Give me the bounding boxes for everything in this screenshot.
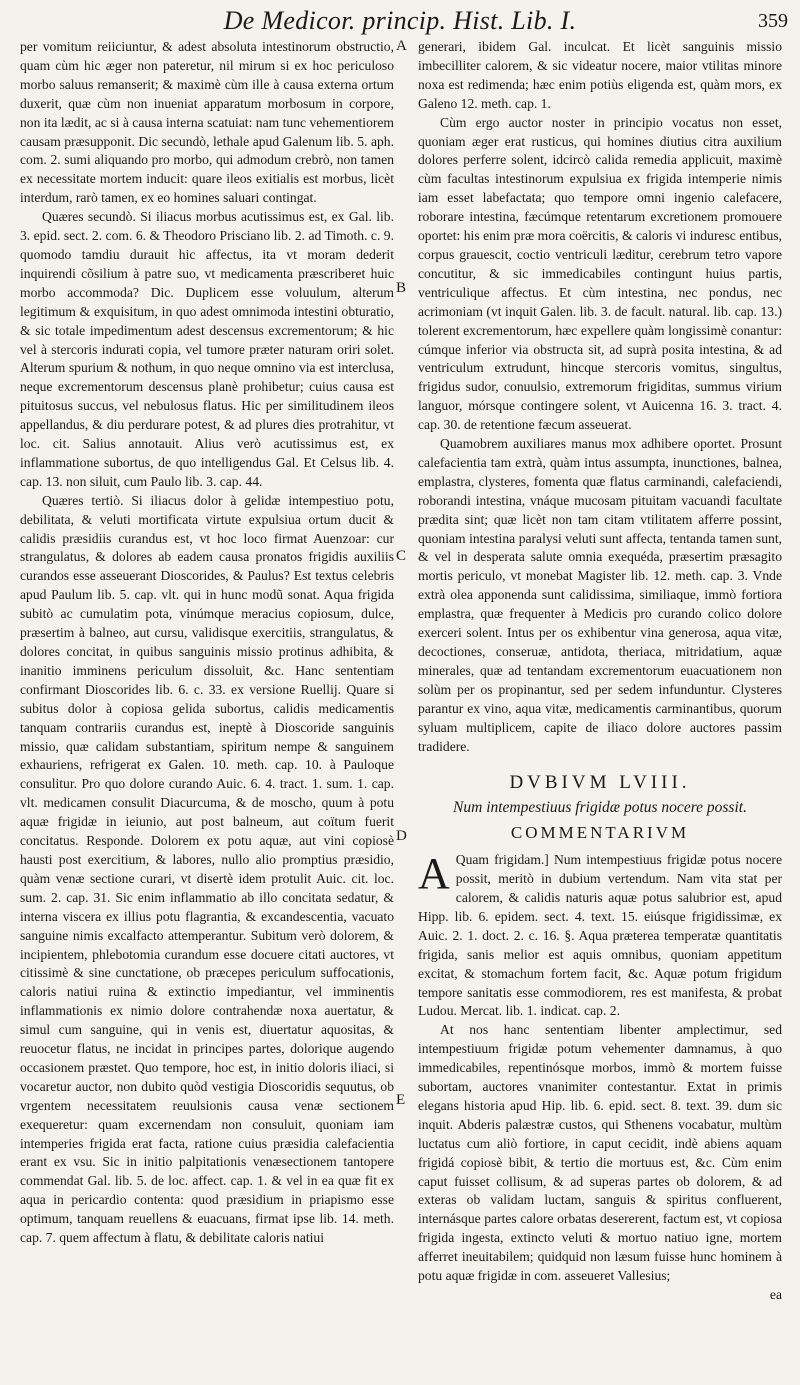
- paragraph: Quæres secundò. Si iliacus morbus acutissimus est, ex Gal. lib. 3. epid. sect. 2. com. 6. & Theodoro Prisciano lib. 2. ad Timoth. c. 9. quomodo tamdiu durauit hic affectus, ita vt moram dederit inquirendi cõsilium à patre suo, vt medicamenta præscriberet huic morbo accommoda? Dic. Duplicem esse voluulum, alterum legitimum & exquisitum, in quo adest omnimoda intestini obturatio, & sic totale impedimentum adest descensus excrementorum; & hic vel à stercoris indurati copia, vel tumore præter naturam oriri solet. Alterum spurium & nothum, in quo neque omnino via est interclusa, neque excrementorum descensus planè prohibetur; cuius causa est pituitosus succus, vel nebulosus flatus. Hic per similitudinem ileos appellandus, & diu perdurare potest, & ad plures dies protrahitur, vt loc. cit. Salius annotauit. Alius verò acutissimus est, ex inflammatione subortus, de quo intelligendus Gal. Et Celsus lib. 4. cap. 13. non siluit, cum Paulo lib. 3. cap. 44.: [20, 209, 394, 489]
- paragraph: generari, ibidem Gal. inculcat. Et licèt sanguinis missio imbecilliter calorem, & sic videatur nocere, maior vtilitas minore noxa est redimenda; hæc enim potiùs eligenda est, quàm mors, ex Galeno 12. meth. cap. 1.: [418, 39, 782, 111]
- commentary-heading: COMMENTARIVM: [510, 823, 690, 843]
- paragraph: per vomitum reiiciuntur, & adest absoluta intestinorum obstructio, quam cùm hic æger non pateretur, nil mirum si ex hoc periculoso morbo saluus remanserit; & maximè cùm ille à causa externa ortum duxerit, quæ cùm non inueniat apparatum morbosum in corpore, non ita lædit, ac si à causa interna scatuiat: nam tunc vehementiorem causam præsupponit. Dic secundò, lethale apud Galenum lib. 5. aph. com. 2. sumi aliquando pro morbo, qui admodum crebrò, non tamen ex necessitate mortem inducit: quare ileos exitialis est morbus, licèt interdum, rarò tamen, ex eo homines saluari contingat.: [20, 39, 394, 206]
- section-heading: DVBIVM LVIII.: [509, 772, 691, 794]
- drop-cap: A: [418, 849, 450, 899]
- paragraph: [418, 851, 782, 1021]
- margin-letter-e: E: [396, 1092, 406, 1108]
- margin-letter-d: D: [396, 828, 407, 844]
- paragraph: Quamobrem auxiliares manus mox adhibere oportet. Prosunt calefacientia tam extrà, quàm intus assumpta, inunctiones, balnea, emplastra, clysteres, fomenta quæ flatus carminandi, calefaciendi, roborandi intestina, vnáque mucosam pituitam vacuandi facultate prædita sint; quæ licèt non tam citam vtilitatem afferre possint, quoniam intestina paralysi veluti sunt affecta, tentanda tamen sunt, & vel in desperata salute omnia exequéda, præsertim præsagito mortis periculo, vt monebat Magister lib. 12. meth. cap. 3. Vnde extrà olea apponenda sunt calidissima, similiaque, immò fortiora emplastra, quæ frequenter à Medicis pro curando colico dolore exerceri solent. Intus per os exhibentur vina generosa, aqua vitæ, decoctiones, conseruæ, antidota, theriaca, mitridatium, aquæ minerales, quæ ad tentandam excrementorum euacuationem non solùm per os propinantur, sed per sedem infunduntur. Clysteres parantur ex vino, aqua vitæ, medicamentis carminantibus, quorum syluam multiplicem, capite de iliaco dolore auctores passim tradidere.: [418, 436, 782, 754]
- paragraph: Quæres tertiò. Si iliacus dolor à gelidæ intempestiuo potu, debilitata, & veluti mortificata virtute expulsiua ortum ducit & calidis præsidiis curandus est, vt hoc loco firmat Auenzoar: cur strangulatus, & dolores ab eadem causa pronatos frigidis auxiliis curandos esse asseuerant Dioscorides, & Paulus? Est textus celebris apud Paulum lib. 5. cap. vlt. qui in hunc modũ sonat. Aqua frigida subitò ac cumulatim pota, vinúmque meracius copiosum, dulce, præsertim à balneo, aut cursu, validisque exercitiis, strangulatus, & dolores concitat, in quibus sanguinis missio protinus adhibita, & inanitio imminens periculum dissoluit, &c. Hanc sententiam confirmant Dioscorides lib. 6. c. 33. ex versione Ruellij. Quare si subitus dolor à copiosa gelida subortus, calidis medicamentis tanquam contrariis curandus est, ineptè à Dioscoride sanguinis missio, quæ calidam substantiam, spiritum nempe & sanguinem exhauriens, refrigerat ex Galen. 10. meth. cap. 10. à Pauloque consulitur. Pro quo dolore curando Auic. 6. 4. tract. 1. sum. 1. cap. vlt. medicamen consulit Diacurcuma, & de moscho, quum à potu aquæ frigidæ in ieiunio, aut post balneum, aut coïtum fuerit concitatus. Responde. Dolorem ex potu aquæ, aut vini copiosè hausti post exercitium, & labores, nullo alio promptius præsidio, quàm venæ sectione curari, vt disertè idem protulit Auic. cit. loc. sum. 2. cap. 31. Sic enim inflammatio ab illo concitata sedatur, & interna viscera ex illius potu flagrantia, & excandescentia, vacuato sanguine nimis excalfacto attemperantur. Subitum verò dolorem, & incipientem, phlebotomia curandum esse docuere citati auctores, vt citissimè & sine cunctatione, ob præcepes periculum suffocationis, caloris natiui ruina & extinctio impediantur, vel imminentis inflammationis ex nimio dolore contrahendæ noxa auertatur, & simul cum sanguine, qui in venis est, diuertatur aquositas, & reuocetur flatus, ne incidat in principes partes, dolorique augendo occasionem præstet. Quo tempore, hoc est, in initio doloris iliaci, si vocaretur auctor, non dubito quòd vestigia Dioscoridis sequutus, ob vrgentem necessitatem reuulsionis causa venæ sectionem exequeretur: quam excernendam non consuluit, quoniam iam intemperies frigida erat facta, ratione cuius præsidia calefacientia erant ex vsu. Sic in initio palpitationis venæsectionem tantopere commendat Gal. lib. 5. de loc. affect. cap. 1. & vel in ea quæ fit ex aqua in pericardio contenta: quod præsidium in priapismo esse optimum, tanquam reuellens & euacuans, firmat ipse lib. 14. meth. cap. 7. quem affectum à flatu, & debilitate caloris natiui: [20, 492, 394, 1246]
- paragraph: At nos hanc sententiam libenter amplectimur, sed intempestiuum frigidæ potum vehementer damnamus, à quo immedicabiles, repentinósque morbos, immò & mortem fuisse subortam, auctores vnanimiter contestantur. Extat in primis elegans historia apud Hip. lib. 6. epid. sect. 8. text. 39. dum sic inquit. Abderis palæstræ custos, qui Sthenens vocabatur, multùm luctatus cum aliò fortiore, in caput cecidit, indè abiens aquam frigidá copiosè bibit, & tertio die mortuus est, &c. Cùm enim caput fuisset collisum, & ad superas partes ob dolorem, & ad exteras ob validam luctam, sanguis & spiritus confluerent, internásque partes calore orbatas desererent, factum est, vt copiosa frigida ingesta, extincto veluti & mortuo natiuo igne, mortem afferret ineuitabilem; quidquid non læsum fuisse hunc hominem à potu aquæ frigidæ in com. asseueret Vallesius;: [418, 1022, 782, 1284]
- page-number: 359: [758, 10, 788, 32]
- margin-letter-b: B: [396, 280, 407, 296]
- right-column: [418, 38, 782, 1305]
- section-question: Num intempestiuus frigidæ potus nocere possit.: [453, 799, 747, 817]
- left-column: [20, 38, 394, 1248]
- running-title: De Medicor. princip. Hist. Lib. I.: [223, 6, 577, 35]
- running-head: [0, 4, 800, 38]
- margin-letter-c: C: [396, 548, 407, 564]
- paragraph: Cùm ergo auctor noster in principio vocatus non esset, quoniam æger erat rusticus, qui homines diutius citra auxilium dolores perferre solent, idcircò calida remedia applicuit, maximè cùm facultas intestinorum expulsiua ex frigida intemperie nimis iam esset labefactata; quo tempore omni ingenio calefacere, roborare intestina, fæcúmque retentarum excretionem promouere oportet: his enim præ mora coërcitis, & caloris vi induresc entibus, corpus grauescit, coctio ventriculi læditur, cerebrum tetro vapore concutitur, & sic immedicabiles contingunt huius partis, ventriculique affectus. Et cùm intestina, nec pondus, nec acrimoniam (vt inquit Galen. lib. 3. de facult. natural. lib. cap. 13.) tolerent excrementorum, hæc expellere quàm longissimè conantur: cúmque inferior via obstructa sit, ad suprà posita intestina, & ad ventriculum extrudunt, hincque stercoris vomitus, singultus, frigidus sudor, conuulsio, extremorum frigiditas, summus virium languor, mórsque contingere solent, vt Auicenna 16. 3. tract. 4. cap. 30. de retentione fæcum asseuerat.: [418, 114, 782, 433]
- margin-letter-a: A: [396, 38, 407, 54]
- catchword: ea: [769, 1287, 782, 1302]
- paragraph-text: Quam frigidam.] Num intempestiuus frigidæ potus nocere possit, meritò in dubium vertendum. Nam vita stat per calorem, & calidis naturis aquæ potus salubrior est, apud Hipp. lib. 6. epidem. sect. 4. text. 15. eiúsque frigidissimæ, ex Auic. 2. 1. doct. 2. c. 16. §. Aqua præterea temperatæ quantitatis frigida, sanis melior est aquis omnibus, quoniam appetitum excitat, & stomachum fortem facit, &c. Aquæ potum frigidum tempore sanitatis esse commodiorem, res est manifesta, & probat Ludou. Mercat. lib. 1. indicat. cap. 2.: [418, 852, 782, 1019]
